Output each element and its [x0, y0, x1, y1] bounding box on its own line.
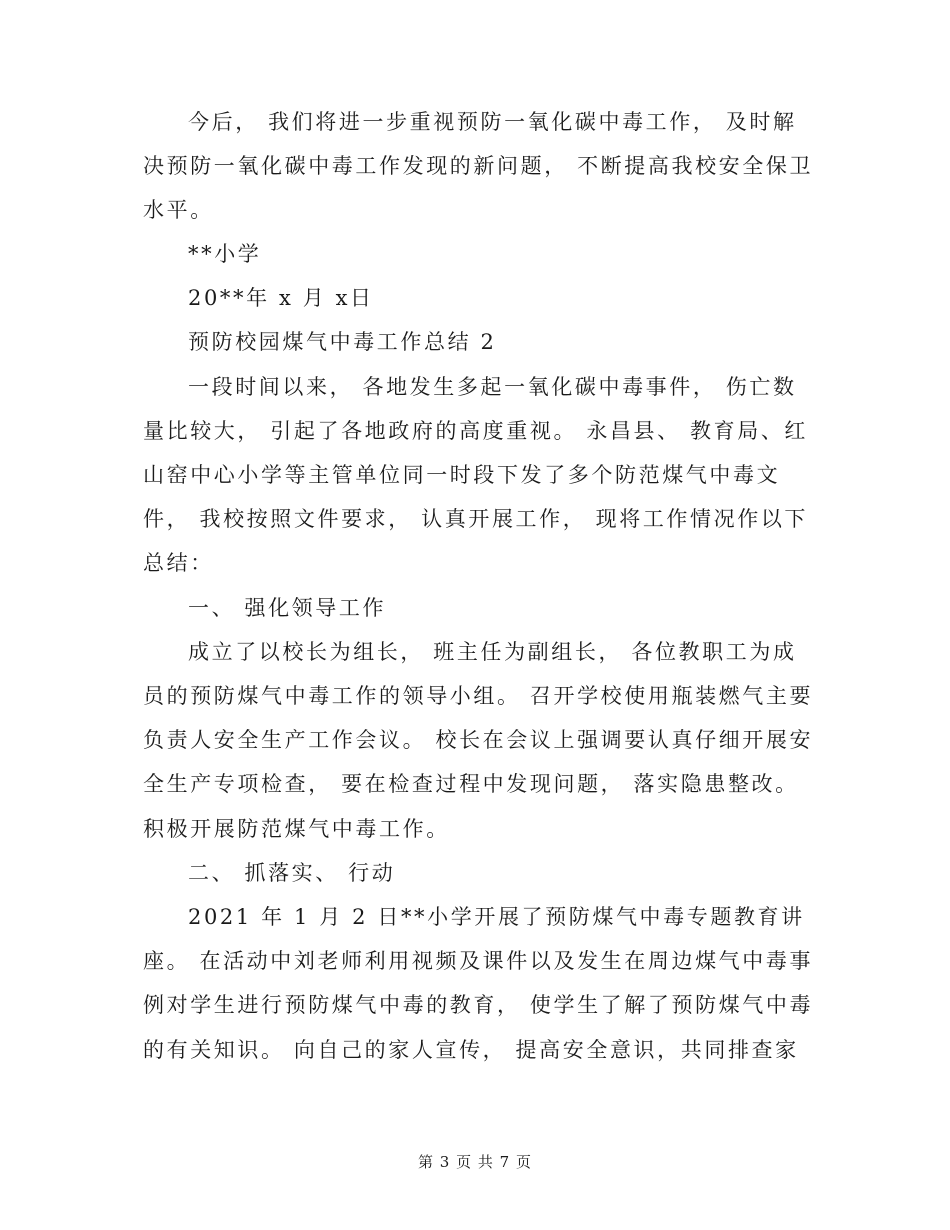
page-number-footer: 第 3 页 共 7 页: [418, 1153, 532, 1171]
section-title: 预防校园煤气中毒工作总结 2: [188, 330, 497, 354]
subsection-heading: 一、 强化领导工作: [188, 596, 387, 620]
paragraph-line: 总结：: [143, 551, 214, 575]
paragraph-line: 全生产专项检查， 要在检查过程中发现问题， 落实隐患整改。: [143, 772, 799, 796]
paragraph-line: 今后， 我们将进一步重视预防一氧化碳中毒工作， 及时解: [188, 110, 797, 134]
paragraph-line: 员的预防煤气中毒工作的领导小组。 召开学校使用瓶装燃气主要: [143, 684, 814, 708]
paragraph-line: 水平。: [143, 198, 214, 222]
paragraph-line: 积极开展防范煤气中毒工作。: [143, 817, 450, 841]
paragraph-line: 例对学生进行预防煤气中毒的教育， 使学生了解了预防煤气中毒: [143, 993, 814, 1017]
paragraph-line: 决预防一氧化碳中毒工作发现的新问题， 不断提高我校安全保卫: [143, 154, 814, 178]
paragraph-line: 负责人安全生产工作会议。 校长在会议上强调要认真仔细开展安: [143, 728, 814, 752]
signature-date: 20**年 x 月 x日: [188, 286, 374, 310]
paragraph-line: 2021 年 1 月 2 日**小学开展了预防煤气中毒专题教育讲: [188, 905, 805, 929]
paragraph-line: 山窑中心小学等主管单位同一时段下发了多个防范煤气中毒文: [143, 463, 781, 487]
paragraph-line: 一段时间以来， 各地发生多起一氧化碳中毒事件， 伤亡数: [188, 375, 797, 399]
paragraph-line: 座。 在活动中刘老师利用视频及课件以及发生在周边煤气中毒事: [143, 949, 814, 973]
subsection-heading: 二、 抓落实、 行动: [188, 861, 396, 885]
paragraph-line: 的有关知识。 向自己的家人宣传， 提高安全意识，共同排查家: [143, 1038, 799, 1062]
paragraph-line: 件， 我校按照文件要求， 认真开展工作， 现将工作情况作以下: [143, 507, 809, 531]
paragraph-line: 成立了以校长为组长， 班主任为副组长， 各位教职工为成: [188, 640, 797, 664]
signature-school: **小学: [188, 242, 262, 266]
paragraph-line: 量比较大， 引起了各地政府的高度重视。 永昌县、 教育局、红: [143, 419, 809, 443]
